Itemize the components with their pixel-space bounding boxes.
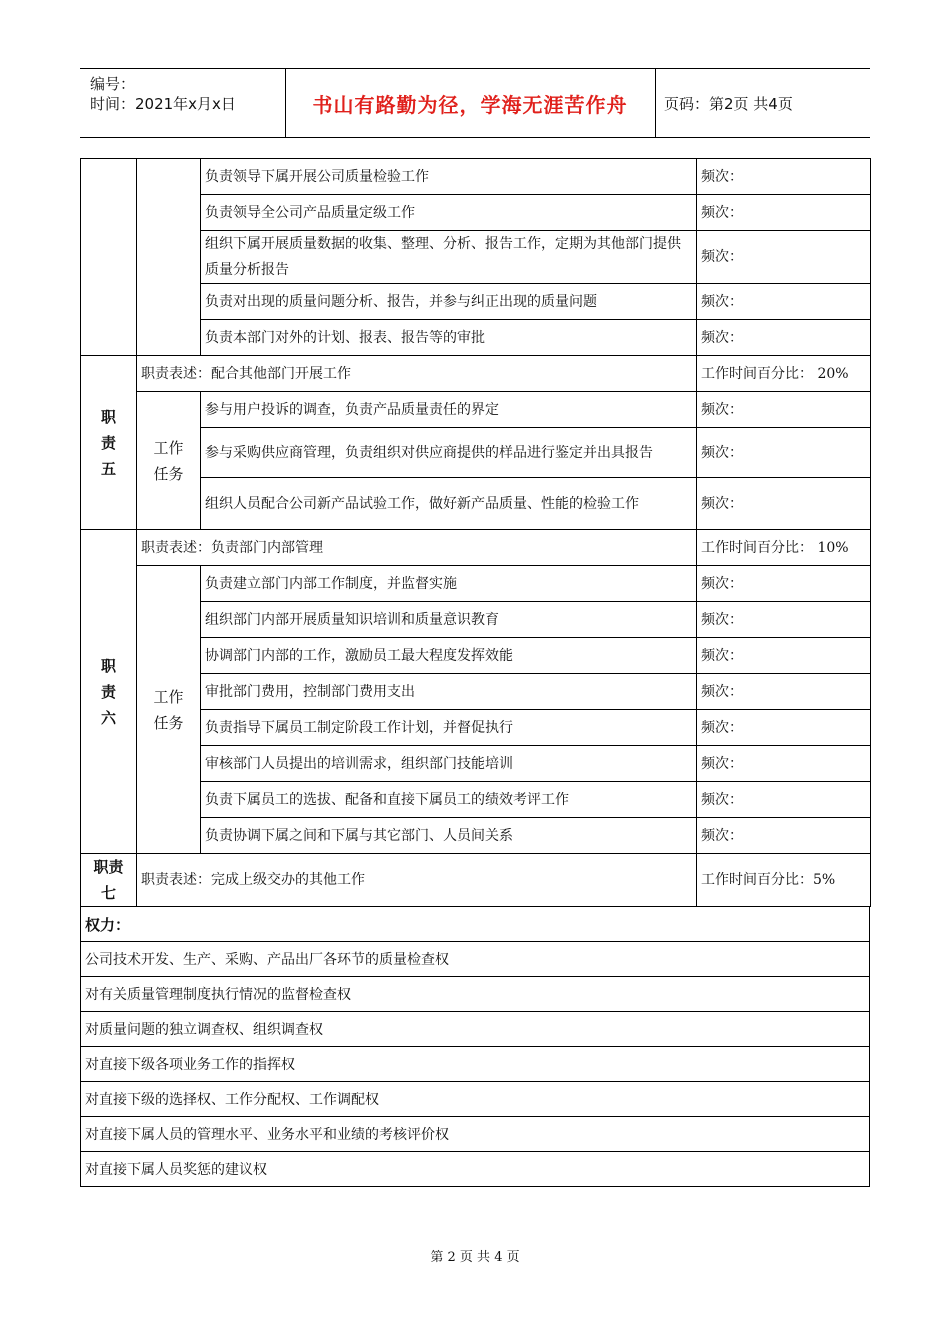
table-row — [81, 1082, 870, 1117]
table-row — [81, 1117, 870, 1152]
frequency-cell: 频次： — [697, 428, 871, 478]
table-row — [81, 1012, 870, 1047]
duty-seven-percentage: 工作时间百分比：5% — [697, 854, 871, 907]
authority-table — [80, 906, 870, 1187]
table-row — [81, 566, 871, 602]
page-footer: 第 2 页 共 4 页 — [430, 1250, 520, 1265]
frequency-cell: 频次： — [697, 195, 871, 231]
header-page-cell — [656, 69, 870, 137]
duty-five-label-text: 职责五 — [100, 407, 116, 478]
duty-five-description: 职责表述：配合其他部门开展工作 — [137, 356, 697, 392]
header-motto-cell — [285, 69, 656, 137]
task-text: 参与采购供应商管理，负责组织对供应商提供的样品进行鉴定并出具报告 — [201, 428, 697, 478]
frequency-cell: 频次： — [697, 602, 871, 638]
table-row — [81, 1047, 870, 1082]
duty-six-percentage: 工作时间百分比： 10% — [697, 530, 871, 566]
header-meta — [80, 69, 286, 137]
frequency-cell: 频次： — [697, 392, 871, 428]
authority-item: 对质量问题的独立调查权、组织调查权 — [81, 1012, 870, 1047]
duty-seven-label — [81, 854, 137, 907]
authority-item: 对直接下属人员的管理水平、业务水平和业绩的考核评价权 — [81, 1117, 870, 1152]
frequency-cell: 频次： — [697, 638, 871, 674]
table-row — [81, 977, 870, 1012]
page-header — [80, 68, 870, 138]
frequency-cell: 频次： — [697, 746, 871, 782]
task-text: 负责领导下属开展公司质量检验工作 — [201, 159, 697, 195]
frequency-cell: 频次： — [697, 159, 871, 195]
table-row — [81, 392, 871, 428]
task-text: 协调部门内部的工作，激励员工最大程度发挥效能 — [201, 638, 697, 674]
task-text: 负责对出现的质量问题分析、报告，并参与纠正出现的质量问题 — [201, 284, 697, 320]
table-row — [81, 907, 870, 942]
task-text: 审批部门费用，控制部门费用支出 — [201, 674, 697, 710]
duty-seven-description: 职责表述：完成上级交办的其他工作 — [137, 854, 697, 907]
task-text: 组织部门内部开展质量知识培训和质量意识教育 — [201, 602, 697, 638]
frequency-cell: 频次： — [697, 320, 871, 356]
task-category-text: 工作任务 — [153, 687, 184, 732]
task-text: 组织人员配合公司新产品试验工作，做好新产品质量、性能的检验工作 — [201, 478, 697, 530]
duty-six-label-text: 职责六 — [100, 656, 116, 727]
authority-item: 对有关质量管理制度执行情况的监督检查权 — [81, 977, 870, 1012]
doc-number: 编号： — [90, 75, 136, 93]
task-text: 组织下属开展质量数据的收集、整理、分析、报告工作，定期为其他部门提供质量分析报告 — [201, 231, 697, 284]
frequency-cell: 频次： — [697, 710, 871, 746]
frequency-cell: 频次： — [697, 818, 871, 854]
task-text: 审核部门人员提出的培训需求，组织部门技能培训 — [201, 746, 697, 782]
frequency-cell: 频次： — [697, 674, 871, 710]
frequency-cell: 频次： — [697, 284, 871, 320]
duty-label-cell — [81, 159, 137, 356]
frequency-cell: 频次： — [697, 782, 871, 818]
task-text: 负责领导全公司产品质量定级工作 — [201, 195, 697, 231]
duty-five-label — [81, 356, 137, 530]
duty-six-description: 职责表述：负责部门内部管理 — [137, 530, 697, 566]
frequency-cell: 频次： — [697, 231, 871, 284]
task-text: 负责本部门对外的计划、报表、报告等的审批 — [201, 320, 697, 356]
authority-item: 对直接下级各项业务工作的指挥权 — [81, 1047, 870, 1082]
task-text: 负责协调下属之间和下属与其它部门、人员间关系 — [201, 818, 697, 854]
task-text: 负责指导下属员工制定阶段工作计划，并督促执行 — [201, 710, 697, 746]
task-category-label — [137, 392, 201, 530]
authority-item: 对直接下属人员奖惩的建议权 — [81, 1152, 870, 1187]
table-row — [81, 530, 871, 566]
doc-time: 时间：2021年x月x日 — [90, 95, 236, 113]
duty-six-label — [81, 530, 137, 854]
frequency-cell: 频次： — [697, 566, 871, 602]
page-indicator: 页码：第2页 共4页 — [664, 94, 793, 113]
table-row — [81, 356, 871, 392]
table-row — [81, 1152, 870, 1187]
authority-title: 权力： — [81, 907, 870, 942]
table-row — [81, 159, 871, 195]
task-text: 参与用户投诉的调查，负责产品质量责任的界定 — [201, 392, 697, 428]
duty-seven-label-text: 职责七 — [93, 858, 124, 902]
duty-five-percentage: 工作时间百分比： 20% — [697, 356, 871, 392]
task-category-cell — [137, 159, 201, 356]
frequency-cell: 频次： — [697, 478, 871, 530]
task-category-label — [137, 566, 201, 854]
duty-table — [80, 158, 871, 907]
motto: 书山有路勤为径，学海无涯苦作舟 — [312, 92, 628, 117]
authority-item: 公司技术开发、生产、采购、产品出厂各环节的质量检查权 — [81, 942, 870, 977]
task-text: 负责下属员工的选拔、配备和直接下属员工的绩效考评工作 — [201, 782, 697, 818]
table-row — [81, 942, 870, 977]
task-category-text: 工作任务 — [153, 438, 184, 483]
authority-item: 对直接下级的选择权、工作分配权、工作调配权 — [81, 1082, 870, 1117]
table-row — [81, 854, 871, 907]
task-text: 负责建立部门内部工作制度，并监督实施 — [201, 566, 697, 602]
